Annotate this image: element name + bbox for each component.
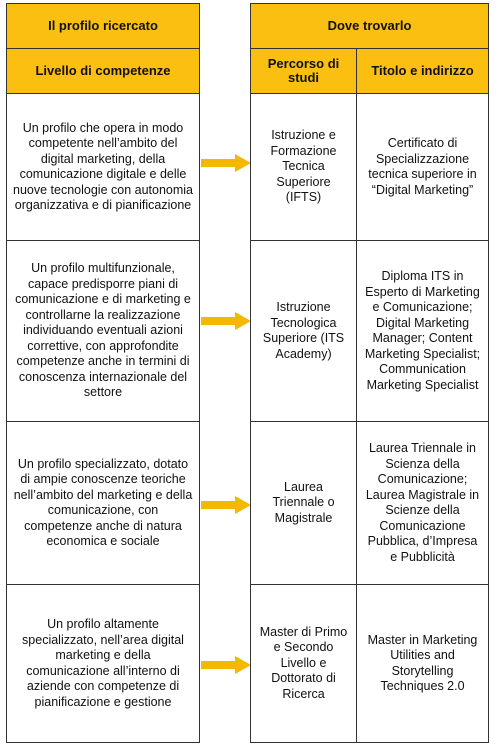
arrow-right-icon: [201, 312, 251, 330]
titolo-row-3: Laurea Triennale in Scienza della Comunicazione; Laurea Magistrale in Scienze della Comunicazione Pubblica, d’Impresa e Pubblicità: [356, 421, 489, 585]
profile-row-3: Un profilo specializzato, dotato di ampie conoscenze teoriche nell’ambito del marketing e della comunicazione, con competenze anche di natura economica e sociale: [6, 421, 200, 585]
titolo-row-2: Diploma ITS in Esperto di Marketing e Comunicazione; Digital Marketing Manager; Content Marketing Specialist; Communication Marketing Specialist: [356, 240, 489, 422]
percorso-row-4: Master di Primo e Secondo Livello e Dottorato di Ricerca: [250, 584, 357, 743]
profile-row-1: Un profilo che opera in modo competente nell’ambito del digital marketing, della comunicazione digitale e delle nuove tecnologie con autonomia organizzativa e di pianificazione: [6, 93, 200, 241]
where-header: Dove trovarlo: [250, 3, 489, 49]
competence-subheader: Livello di competenze: [6, 48, 200, 94]
profile-header: Il profilo ricercato: [6, 3, 200, 49]
titolo-row-1: Certificato di Specializzazione tecnica superiore in “Digital Marketing”: [356, 93, 489, 241]
arrow-right-icon: [201, 496, 251, 514]
arrow-right-icon: [201, 656, 251, 674]
percorso-header: Percorso di studi: [250, 48, 357, 94]
arrow-right-icon: [201, 154, 251, 172]
profile-row-2: Un profilo multifunzionale, capace predisporre piani di comunicazione e di marketing e controllarne la realizzazione individuando eventuali azioni correttive, con approfondite competenze anche in termini di conoscenza internazionale del settore: [6, 240, 200, 422]
profile-row-4: Un profilo altamente specializzato, nell’area digital marketing e della comunicazione all’interno di aziende con competenze di pianificazione e gestione: [6, 584, 200, 743]
percorso-row-1: Istruzione e Formazione Tecnica Superiore (IFTS): [250, 93, 357, 241]
titolo-row-4: Master in Marketing Utilities and Storytelling Techniques 2.0: [356, 584, 489, 743]
percorso-row-3: Laurea Triennale o Magistrale: [250, 421, 357, 585]
titolo-header: Titolo e indirizzo: [356, 48, 489, 94]
percorso-row-2: Istruzione Tecnologica Superiore (ITS Academy): [250, 240, 357, 422]
